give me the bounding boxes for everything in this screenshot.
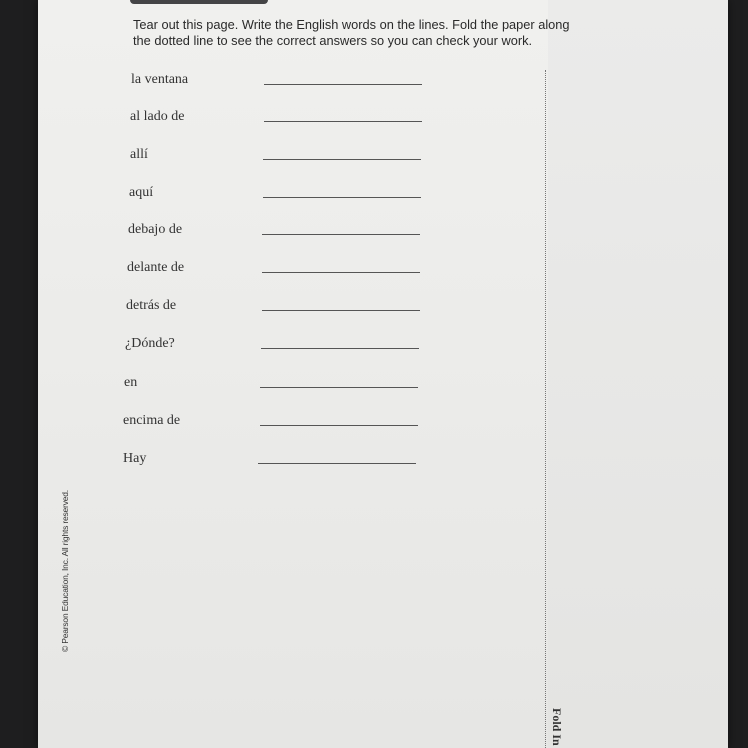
vocab-word: detrás de <box>126 298 177 313</box>
instructions-line-1: Tear out this page. Write the English words on the lines. Fold the paper along <box>133 17 570 32</box>
instructions-line-2: the dotted line to see the correct answers so you can check your work. <box>133 33 533 48</box>
instructions <box>133 17 633 49</box>
vocab-word: la ventana <box>131 72 189 87</box>
answer-line[interactable] <box>263 159 421 160</box>
fold-label: Fold In <box>550 708 564 746</box>
vocab-word: ¿Dónde? <box>125 336 175 351</box>
vocab-word: al lado de <box>130 109 185 124</box>
answer-column <box>548 0 728 748</box>
vocab-word: en <box>124 375 138 390</box>
answer-line[interactable] <box>264 121 422 122</box>
vocab-word: delante de <box>127 260 185 275</box>
answer-line[interactable] <box>260 425 418 426</box>
vocab-word: encima de <box>123 413 181 428</box>
vocab-word: allí <box>130 147 148 162</box>
answer-line[interactable] <box>262 310 420 311</box>
answer-line[interactable] <box>262 272 420 273</box>
answer-line[interactable] <box>260 387 418 388</box>
vocab-word: aquí <box>129 185 154 200</box>
answer-line[interactable] <box>261 348 419 349</box>
answer-line[interactable] <box>258 463 416 464</box>
vocab-word: debajo de <box>128 222 183 237</box>
fold-dotted-line <box>545 70 546 748</box>
copyright-notice: © Pearson Education, Inc. All rights reserved. <box>60 490 70 652</box>
answer-line[interactable] <box>264 84 422 85</box>
vocab-word: Hay <box>123 451 147 466</box>
header-tab <box>130 0 268 4</box>
answer-line[interactable] <box>263 197 421 198</box>
answer-line[interactable] <box>262 234 420 235</box>
